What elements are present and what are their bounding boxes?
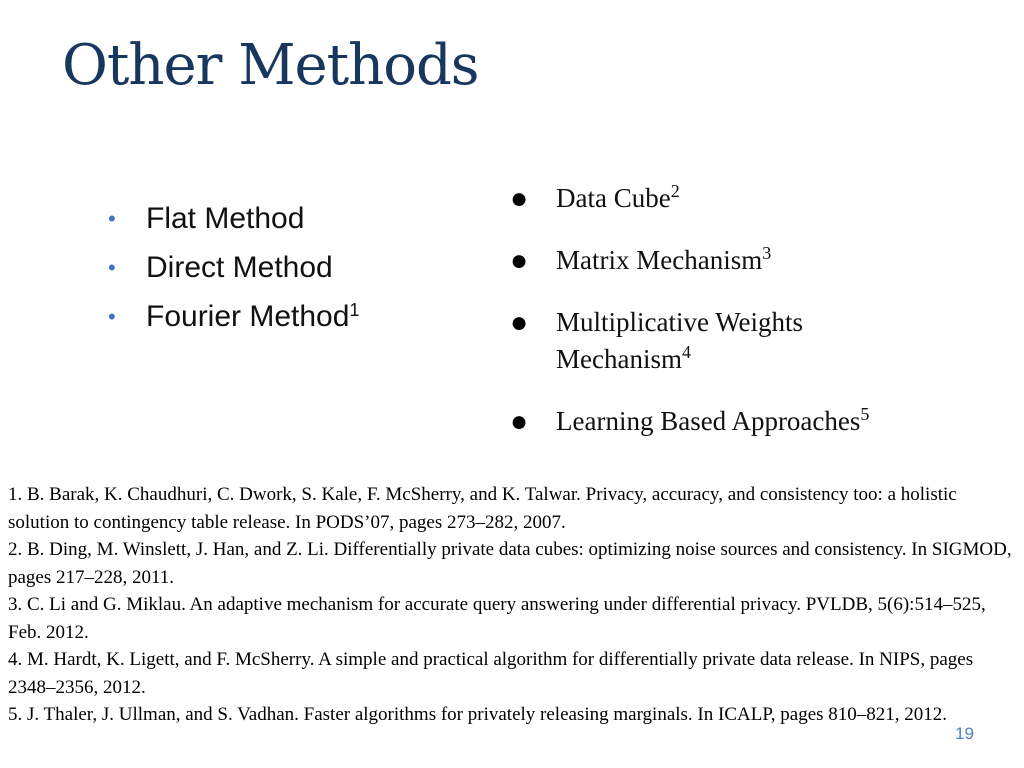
slide-title: Other Methods bbox=[62, 33, 479, 98]
bullet-icon: ● bbox=[510, 405, 529, 438]
bullet-icon: ● bbox=[510, 182, 529, 215]
reference-item: 1. B. Barak, K. Chaudhuri, C. Dwork, S. Kale, F. McSherry, and K. Talwar. Privacy, accuracy, and consistency too: a holistic solution to contingency table release. In PODS’07, pages 273–282, 2007. bbox=[8, 484, 957, 533]
bullet-icon: ● bbox=[510, 306, 529, 339]
list-item-label: Fourier Method bbox=[146, 300, 350, 333]
method-list-left bbox=[108, 198, 359, 345]
list-item bbox=[510, 304, 1010, 378]
list-item bbox=[108, 198, 359, 247]
footnote-marker: 5 bbox=[860, 404, 870, 424]
list-item bbox=[510, 242, 1010, 279]
reference-item: 5. J. Thaler, J. Ullman, and S. Vadhan. Faster algorithms for privately releasing marginals. In ICALP, pages 810–821, 2012. bbox=[8, 704, 948, 725]
list-item-label: Learning Based Approaches bbox=[556, 406, 861, 436]
bullet-icon: ● bbox=[510, 244, 529, 277]
list-item-label: Flat Method bbox=[146, 202, 305, 235]
list-item-label: Data Cube bbox=[556, 183, 671, 213]
references bbox=[8, 481, 1022, 729]
bullet-icon: • bbox=[108, 206, 116, 231]
list-item bbox=[510, 403, 1010, 440]
list-item bbox=[108, 296, 359, 345]
list-item bbox=[108, 247, 359, 296]
method-list-right bbox=[510, 180, 1010, 465]
list-item-label: Matrix Mechanism bbox=[556, 245, 763, 275]
reference-item: 3. C. Li and G. Miklau. An adaptive mechanism for accurate query answering under differential privacy. PVLDB, 5(6):514–525, Feb. 2012. bbox=[8, 594, 986, 643]
footnote-marker: 3 bbox=[762, 243, 772, 263]
bullet-icon: • bbox=[108, 304, 116, 329]
footnote-marker: 4 bbox=[681, 342, 691, 362]
footnote-marker: 2 bbox=[670, 181, 680, 201]
reference-item: 2. B. Ding, M. Winslett, J. Han, and Z. Li. Differentially private data cubes: optimizing noise sources and consistency. In SIGMOD, pages 217–228, 2011. bbox=[8, 539, 1012, 588]
bullet-icon: • bbox=[108, 255, 116, 280]
list-item-label: Direct Method bbox=[146, 251, 333, 284]
page-number: 19 bbox=[955, 724, 974, 743]
footnote-marker: 1 bbox=[349, 300, 360, 320]
reference-item: 4. M. Hardt, K. Ligett, and F. McSherry. A simple and practical algorithm for differentially private data release. In NIPS, pages 2348–2356, 2012. bbox=[8, 649, 974, 698]
list-item bbox=[510, 180, 1010, 217]
list-item-label: Multiplicative Weights Mechanism bbox=[556, 307, 804, 374]
